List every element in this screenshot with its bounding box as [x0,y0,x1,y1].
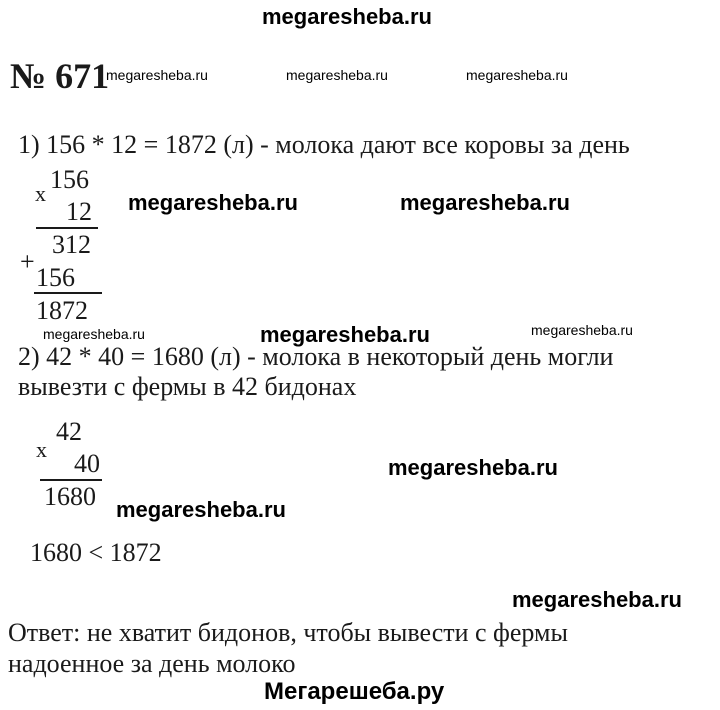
watermark-big: megaresheba.ru [400,190,570,215]
step2-line [40,479,102,481]
watermark-small: megaresheba.ru [106,67,208,83]
watermark-big: megaresheba.ru [128,190,298,215]
step1-mult-sign: x [35,181,46,206]
watermark-small: megaresheba.ru [43,326,145,342]
answer-line1: Ответ: не хватит бидонов, чтобы вывести с фермы [8,618,568,647]
watermark-big: megaresheba.ru [388,455,558,480]
watermark-small: megaresheba.ru [286,67,388,83]
step1-factor-a: 156 [50,165,89,194]
step2-text-line2: вывезти с фермы в 42 бидонах [18,372,357,401]
step2-result: 1680 [44,482,96,511]
footer-brand: Мегарешеба.ру [264,678,445,705]
step2-mult-sign: x [36,437,47,462]
step1-partial-1: 312 [52,230,91,259]
answer-line2: надоенное за день молоко [8,649,296,678]
watermark-big: megaresheba.ru [512,587,682,612]
step1-factor-b: 12 [66,197,92,226]
step1-result: 1872 [36,296,88,325]
step1-text: 1) 156 * 12 = 1872 (л) - молока дают все коровы за день [18,130,630,159]
step2-factor-a: 42 [56,417,82,446]
watermark-big: megaresheba.ru [260,322,430,347]
site-header-title: megaresheba.ru [262,4,432,29]
step1-line-2 [34,292,102,294]
step1-line-1 [36,227,98,229]
watermark-big: megaresheba.ru [116,497,286,522]
step2-factor-b: 40 [74,449,100,478]
problem-number: № 671 [10,56,110,96]
step1-partial-2: 156 [36,263,75,292]
step1-plus-sign: + [20,247,35,276]
watermark-small: megaresheba.ru [531,322,633,338]
watermark-small: megaresheba.ru [466,67,568,83]
step2-text-line1: 2) 42 * 40 = 1680 (л) - молока в некоторый день могли [18,342,614,371]
comparison-text: 1680 < 1872 [30,538,162,567]
